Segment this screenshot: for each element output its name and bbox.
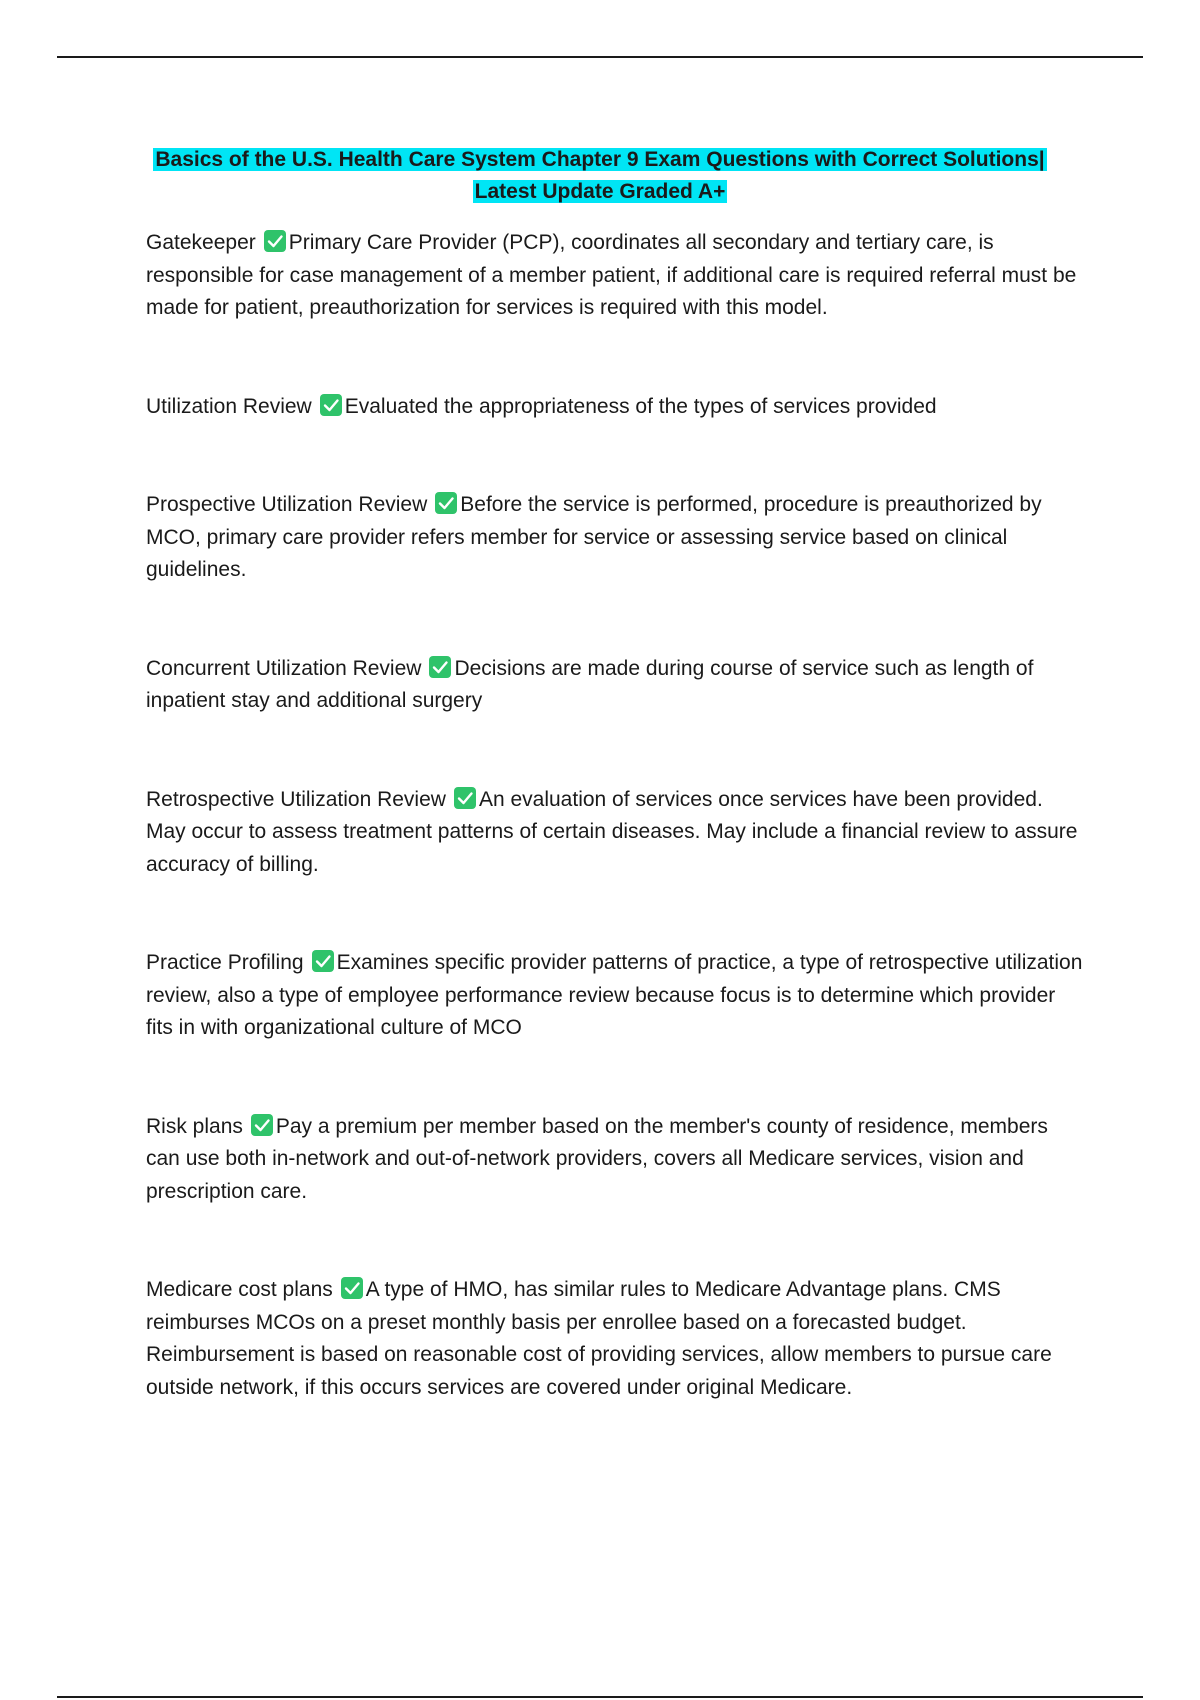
entry-term: Risk plans [146, 1114, 243, 1138]
entry-term: Gatekeeper [146, 231, 256, 254]
entry-term: Utilization Review [146, 394, 312, 418]
entry-definition: Evaluated the appropriateness of the types of services provided [344, 394, 937, 418]
bottom-divider [57, 1696, 1143, 1698]
entry-term: Practice Profiling [146, 951, 304, 974]
entry-term: Concurrent Utilization Review [146, 656, 422, 680]
entry-term: Prospective Utilization Review [146, 493, 428, 516]
check-icon [264, 230, 286, 252]
qa-entry-retrospective-utilization-review [146, 784, 1086, 882]
qa-entry-medicare-cost-plans [146, 1274, 1086, 1404]
entry-definition: Examines specific provider patterns of practice, a type of retrospective utilization review, also a type of employee performance review because focus is to determine which provider fits in with organizational culture of MCO [146, 951, 1083, 1039]
top-divider [57, 56, 1143, 58]
check-icon [312, 950, 334, 972]
check-icon [429, 656, 451, 678]
qa-list [146, 227, 1086, 1470]
entry-definition: Decisions are made during course of service such as length of inpatient stay and additional surgery [146, 656, 1034, 712]
qa-entry-gatekeeper [146, 227, 1086, 325]
qa-entry-utilization-review [146, 391, 1086, 424]
check-icon [320, 394, 342, 416]
entry-definition: An evaluation of services once services have been provided. May occur to assess treatment patterns of certain diseases. May include a financial review to assure accuracy of billing. [146, 787, 1078, 876]
qa-entry-practice-profiling [146, 947, 1086, 1045]
check-icon [435, 492, 457, 514]
qa-entry-risk-plans [146, 1111, 1086, 1209]
page-title-line-2: Latest Update Graded A+ [474, 180, 726, 203]
page-title-line-1: Basics of the U.S. Health Care System Chapter 9 Exam Questions with Correct Solutions| [155, 148, 1045, 171]
check-icon [454, 787, 476, 809]
qa-entry-concurrent-utilization-review [146, 653, 1086, 718]
entry-term: Retrospective Utilization Review [146, 787, 446, 811]
entry-definition: A type of HMO, has similar rules to Medicare Advantage plans. CMS reimburses MCOs on a preset monthly basis per enrollee based on a forecasted budget. Reimbursement is based on reasonable cost of providing services, allow members to pursue care outside network, if this occurs services are covered under original Medicare. [146, 1278, 1052, 1399]
check-icon [251, 1114, 273, 1136]
entry-definition: Pay a premium per member based on the member's county of residence, members can use both in-network and out-of-network providers, covers all Medicare services, vision and prescription care. [146, 1114, 1048, 1203]
page-title [100, 144, 1100, 208]
entry-definition: Before the service is performed, procedure is preauthorized by MCO, primary care provider refers member for service or assessing service based on clinical guidelines. [146, 493, 1042, 581]
entry-term: Medicare cost plans [146, 1278, 333, 1301]
entry-definition: Primary Care Provider (PCP), coordinates all secondary and tertiary care, is responsible for case management of a member patient, if additional care is required referral must be made for patient, preauthorization for services is required with this model. [146, 231, 1077, 319]
check-icon [341, 1277, 363, 1299]
qa-entry-prospective-utilization-review [146, 489, 1086, 587]
